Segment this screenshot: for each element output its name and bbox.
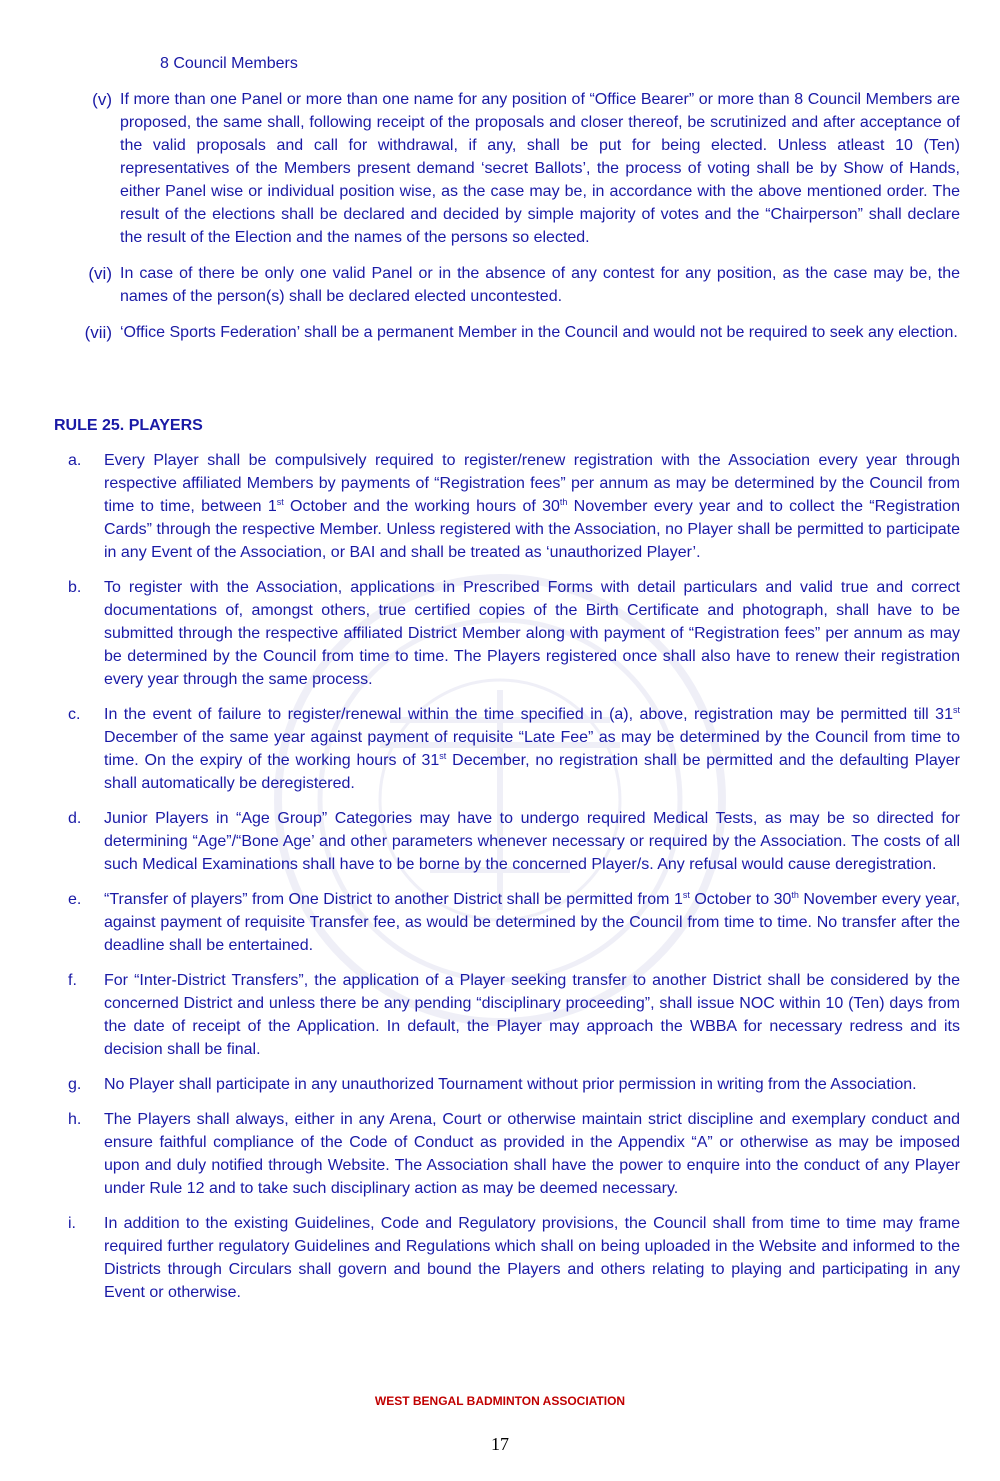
list-marker: (vi) bbox=[88, 264, 112, 283]
list-item bbox=[0, 576, 1000, 691]
list-marker: i. bbox=[68, 1215, 76, 1232]
list-item-text: To register with the Association, applications in Prescribed Forms with detail particulars and valid true and correct documentations of, amongst others, true certified copies of the Birth Certificate and photograph, shall have to be submitted through the respective affiliated District Member along with payment of “Registration fees” per annum as may be determined by the Council from time to time. The Players registered once shall also have to renew their registration every year through the same process. bbox=[104, 579, 960, 688]
list-item bbox=[0, 88, 1000, 249]
list-marker: b. bbox=[68, 579, 82, 596]
list-marker: (vii) bbox=[84, 323, 112, 342]
player-rules-list bbox=[0, 449, 1000, 1316]
list-marker: e. bbox=[68, 891, 82, 908]
list-item bbox=[0, 1108, 1000, 1200]
list-item-text: The Players shall always, either in any Arena, Court or otherwise maintain strict discipline and exemplary conduct and ensure faithful compliance of the Code of Conduct as provided in the Appendix “A” or otherwise as may be imposed upon and duly notified through Website. The Association shall have the power to enquire into the conduct of any Player under Rule 12 and to take such disciplinary action as may be deemed necessary. bbox=[104, 1111, 960, 1197]
list-marker: g. bbox=[68, 1076, 82, 1093]
rule-heading: RULE 25. PLAYERS bbox=[54, 417, 203, 434]
list-item bbox=[0, 1073, 1000, 1096]
list-item-text: “Transfer of players” from One District to another District shall be permitted from 1st October to 30th November every year, against payment of requisite Transfer fee, as would be determined by the Council from time to time. No transfer after the deadline shall be entertained. bbox=[104, 890, 961, 954]
list-item-text: In addition to the existing Guidelines, Code and Regulatory provisions, the Council shall from time to time may frame required further regulatory Guidelines and Regulations which shall on being uploaded in the Website and informed to the Districts through Circulars shall govern and bound the Players and others relating to playing and participating in any Event or otherwise. bbox=[104, 1215, 960, 1301]
list-item-text: Junior Players in “Age Group” Categories may have to undergo required Medical Tests, as may be so directed for determining “Age”/“Bone Age’ and other parameters whenever necessary or required by the Association. The costs of all such Medical Examinations shall have to be borne by the concerned Player/s. Any refusal would cause deregistration. bbox=[104, 810, 960, 873]
list-marker: h. bbox=[68, 1111, 82, 1128]
list-item bbox=[0, 262, 1000, 308]
list-marker: (v) bbox=[92, 90, 112, 109]
list-item-text: If more than one Panel or more than one name for any position of “Office Bearer” or more than 8 Council Members are proposed, the same shall, following receipt of the proposals and closer thereof, be scrutinized and after acceptance of the valid proposals and call for withdrawal, if any, shall be put for being elected. Unless atleast 10 (Ten) representatives of the Members present demand ‘secret Ballots’, the process of voting shall be by Show of Hands, either Panel wise or individual position wise, as the case may be, in accordance with the above mentioned order. The result of the elections shall be declared and decided by simple majority of votes and the “Chairperson” shall declare the result of the Election and the names of the persons so elected. bbox=[120, 91, 960, 246]
page-number: 17 bbox=[491, 1434, 509, 1454]
list-marker: a. bbox=[68, 452, 82, 469]
list-marker: c. bbox=[68, 706, 81, 723]
list-marker: d. bbox=[68, 810, 82, 827]
list-item-text: For “Inter-District Transfers”, the application of a Player seeking transfer to another District shall be considered by the concerned District and unless there be any pending “disciplinary proceeding”, shall issue NOC within 10 (Ten) days from the date of receipt of the Application. In default, the Player may approach the WBBA for necessary redress and its decision shall be final. bbox=[104, 972, 960, 1058]
list-item bbox=[0, 888, 1000, 957]
list-item-text: ‘Office Sports Federation’ shall be a permanent Member in the Council and would not be required to seek any election. bbox=[120, 324, 958, 341]
list-item bbox=[0, 1212, 1000, 1304]
list-item-text: In case of there be only one valid Panel or in the absence of any contest for any position, as the case may be, the names of the person(s) shall be declared elected uncontested. bbox=[120, 265, 960, 305]
list-item-text: No Player shall participate in any unauthorized Tournament without prior permission in writing from the Association. bbox=[104, 1076, 917, 1093]
list-marker: f. bbox=[68, 972, 77, 989]
list-item bbox=[0, 969, 1000, 1061]
list-item bbox=[0, 807, 1000, 876]
list-item bbox=[0, 449, 1000, 564]
page-footer: WEST BENGAL BADMINTON ASSOCIATION bbox=[374, 1394, 626, 1408]
list-item-text: In the event of failure to register/renewal within the time specified in (a), above, registration may be permitted till 31st December of the same year against payment of requisite “Late Fee” as may be determined by the Council from time to time. On the expiry of the working hours of 31st December, no registration shall be permitted and the defaulting Player shall automatically be deregistered. bbox=[104, 705, 961, 792]
council-members-line: 8 Council Members bbox=[160, 55, 298, 72]
list-item-text: Every Player shall be compulsively required to register/renew registration with the Association every year through respective affiliated Members by payments of “Registration fees” per annum as may be determined by the Council from time to time, between 1st October and the working hours of 30th November every year and to collect the “Registration Cards” through the respective Member. Unless registered with the Association, no Player shall be permitted to participate in any Event of the Association, or BAI and shall be treated as ‘unauthorized Player’. bbox=[104, 452, 961, 561]
election-clauses-list bbox=[0, 88, 1000, 357]
list-item bbox=[0, 703, 1000, 795]
list-item bbox=[0, 321, 1000, 344]
